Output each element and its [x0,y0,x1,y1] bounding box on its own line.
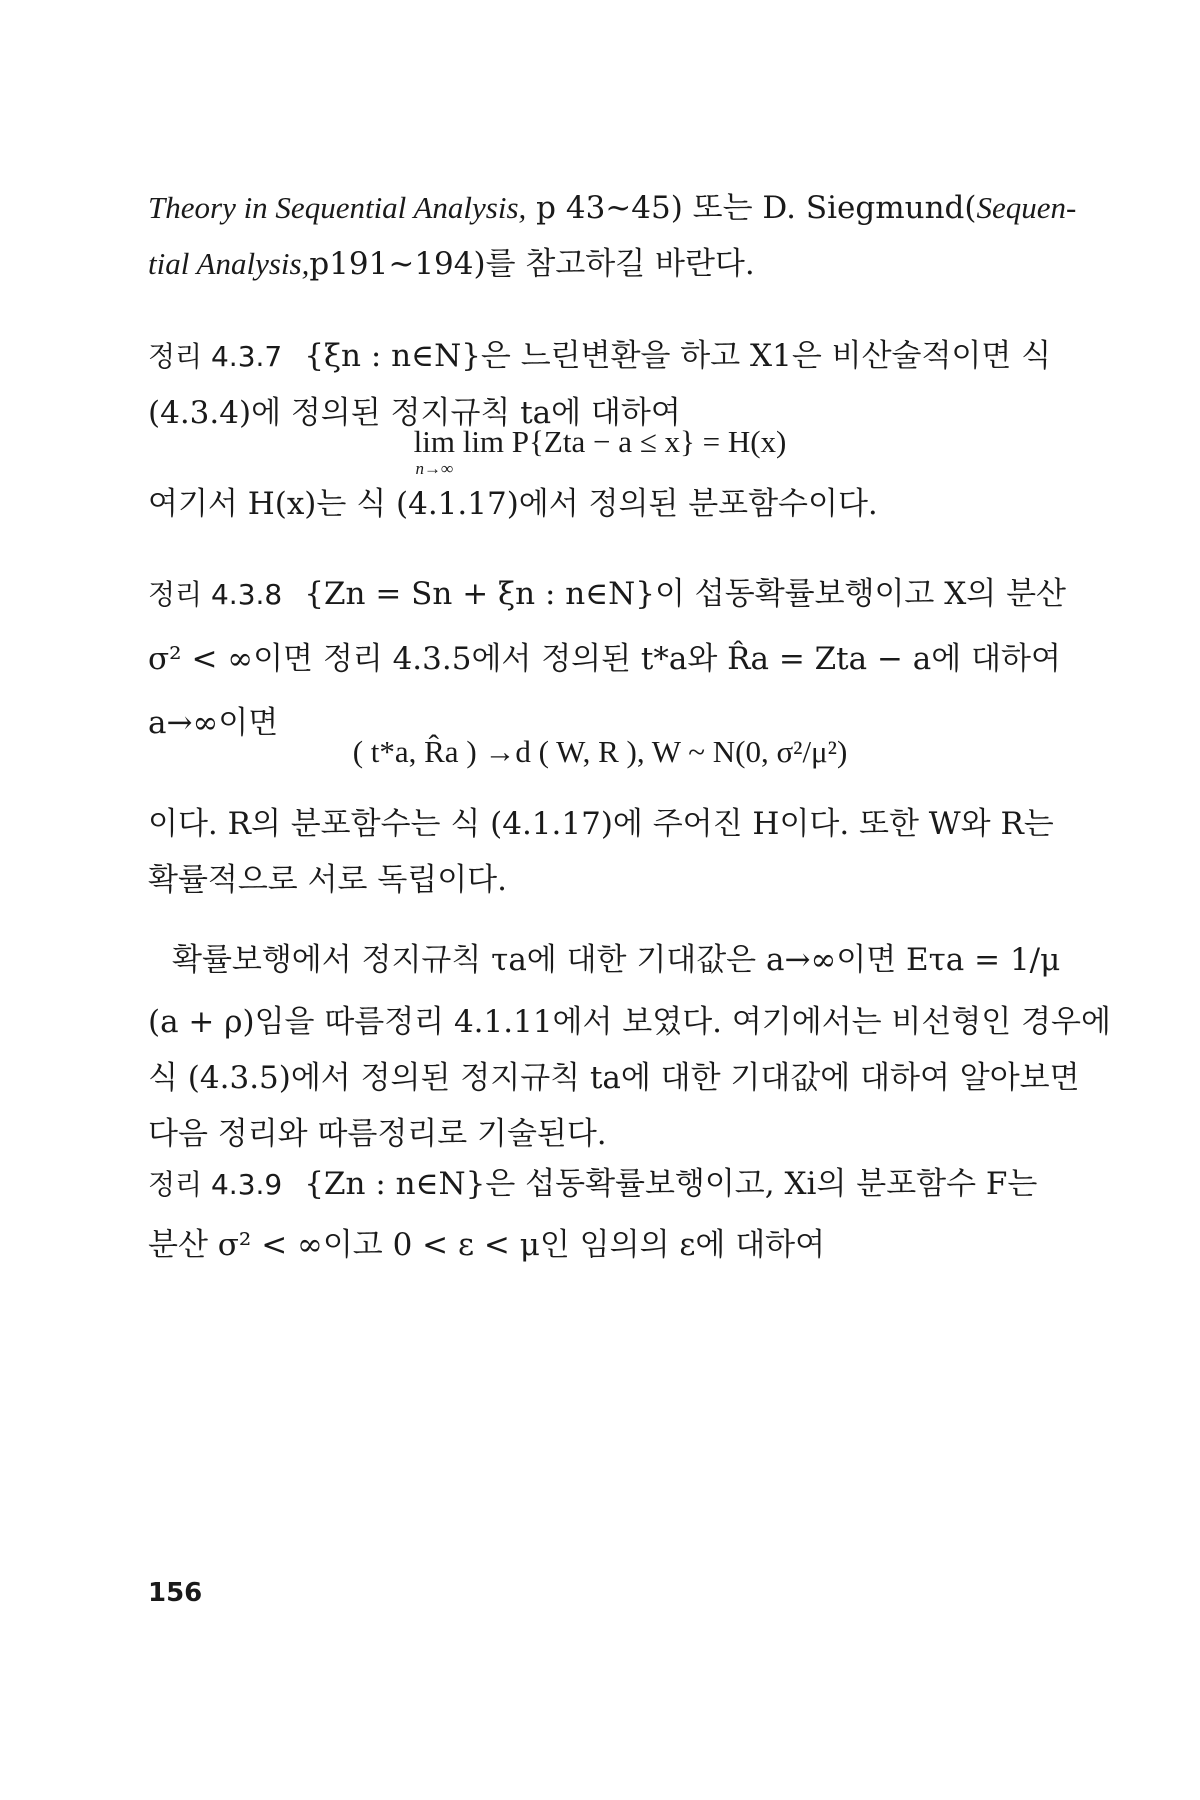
ref-text-1: p 43~45) 또는 D. Siegmund( [526,190,977,226]
theorem-4-3-8 [148,566,1066,751]
theorem-label: 정리 4.3.7 [148,340,283,373]
ref-book-title-2b: tial Analysis, [148,246,310,281]
theorem-4-3-9 [148,1156,1048,1273]
ref-book-title-2: Sequen- [976,190,1077,225]
equation-text: ( t*a, R̂a ) →d ( W, R ), W ~ N(0, σ²/μ²) [352,734,848,769]
equation-convergence [0,734,1200,770]
page-number: 156 [148,1578,203,1608]
theorem-line-3: a→∞이면 [148,705,279,741]
paragraph-line-2: (a + ρ)임을 따름정리 4.1.11에서 보였다. 여기에서는 비선형인 경우에 [148,1004,1111,1040]
paragraph-line-1: 확률보행에서 정지규칙 τa에 대한 기대값은 a→∞이면 Eτa = 1/μ [172,942,1061,978]
paragraph-line-4: 다음 정리와 따름정리로 기술된다. [148,1116,607,1152]
theorem-label: 정리 4.3.8 [148,578,283,611]
equation-limit: lim n→∞ lim P{Zta − a ≤ x} = H(x) [413,424,787,478]
ref-book-title: Theory in Sequential Analysis, [148,190,527,225]
paragraph-line-3: 식 (4.3.5)에서 정의된 정지규칙 ta에 대한 기대값에 대하여 알아보면 [148,1060,1080,1096]
body-paragraph [148,932,1111,1162]
theorem-line-1: {ξn : n∈N}은 느린변환을 하고 X1은 비산술적이면 식 [304,338,1052,374]
lim-subscript: n→∞ [415,459,454,478]
theorem-line-3: 여기서 H(x)는 식 (4.1.17)에서 정의된 분포함수이다. [148,486,878,522]
theorem-line-2: σ² < ∞이면 정리 4.3.5에서 정의된 t*a와 R̂a = Zta − a에 대하여 [148,641,1061,677]
theorem-line-2: (4.3.4)에 정의된 정지규칙 ta에 대하여 [148,395,681,431]
theorem-4-3-7-tail [148,476,1048,532]
theorem-line-1: {Zn = Sn + ξn : n∈N}이 섭동확률보행이고 X의 분산 [304,576,1066,612]
ref-text-2: p191~194)를 참고하길 바란다. [309,246,755,282]
reference-paragraph [148,180,1077,292]
theorem-line-1: {Zn : n∈N}은 섭동확률보행이고, Xi의 분포함수 F는 [304,1166,1038,1202]
theorem-line-4: 이다. R의 분포함수는 식 (4.1.17)에 주어진 H이다. 또한 W와 R는 [148,806,1054,842]
theorem-label: 정리 4.3.9 [148,1168,283,1201]
equation-text: lim P{Zta − a ≤ x} = H(x) [462,424,787,459]
theorem-line-5: 확률적으로 서로 독립이다. [148,862,507,898]
theorem-4-3-8-tail [148,796,1054,908]
theorem-line-2: 분산 σ² < ∞이고 0 < ε < μ인 임의의 ε에 대하여 [148,1227,826,1263]
